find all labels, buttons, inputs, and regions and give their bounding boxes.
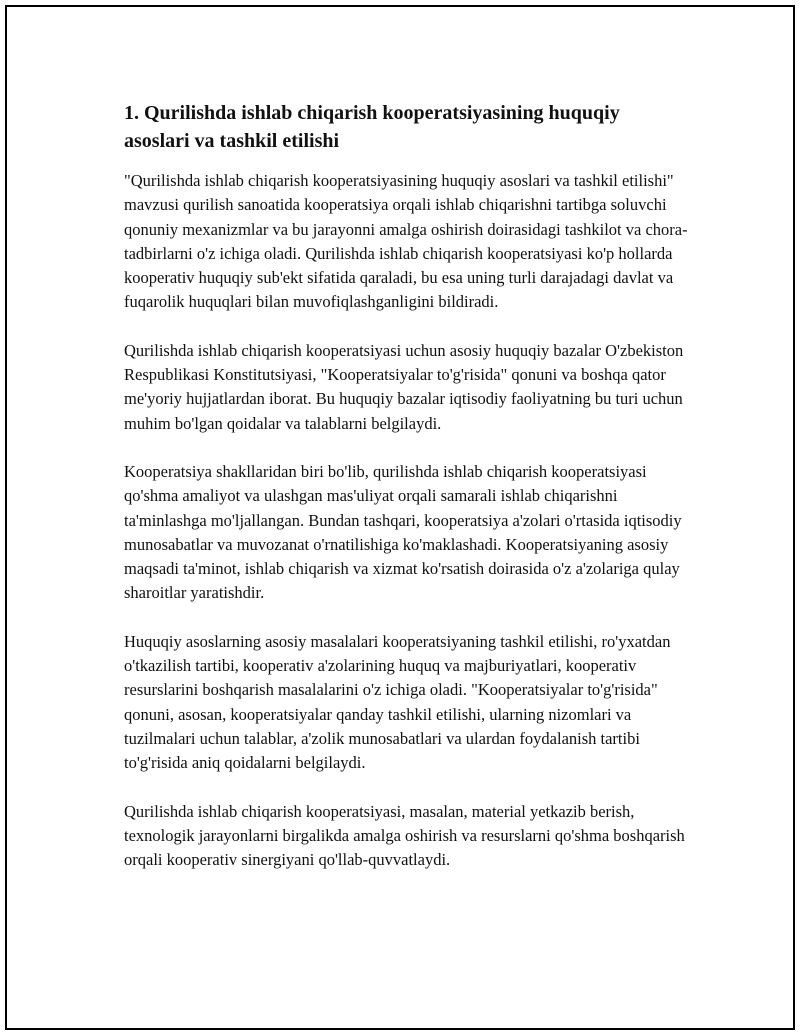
document-content bbox=[124, 99, 689, 872]
page-frame bbox=[5, 5, 795, 1030]
paragraph-5: Qurilishda ishlab chiqarish kooperatsiyasi, masalan, material yetkazib berish, texnologik jarayonlarni birgalikda amalga oshirish va resurslarni qo'shma boshqarish orqali kooperativ sinergiyani qo'llab-quvvatlaydi. bbox=[124, 801, 685, 870]
paragraph-3: Kooperatsiya shakllaridan biri bo'lib, qurilishda ishlab chiqarish kooperatsiyasi qo'shma amaliyot va ulashgan mas'uliyat orqali samarali ishlab chiqarishni ta'minlashga mo'ljallangan. Bundan tashqari, kooperatsiya a'zolari o'rtasida iqtisodiy munosabatlar va muvozanat o'rnatilishiga ko'maklashadi. Kooperatsiyaning asosiy maqsadi ta'minot, ishlab chiqarish va xizmat ko'rsatish doirasida o'z a'zolariga qulay sharoitlar yaratishdir. bbox=[124, 461, 682, 603]
section-heading: 1. Qurilishda ishlab chiqarish kooperatsiyasining huquqiy asoslari va tashkil etilishi bbox=[124, 102, 620, 152]
paragraph-4: Huquqiy asoslarning asosiy masalalari kooperatsiyaning tashkil etilishi, ro'yxatdan o'tkazilish tartibi, kooperativ a'zolarining huquq va majburiyatlari, kooperativ resurslarini boshqarish masalalarini o'z ichiga oladi. "Kooperatsiyalar to'g'risida" qonuni, asosan, kooperatsiyalar qanday tashkil etilishi, ularning nizomlari va tuzilmalari uchun talablar, a'zolik munosabatlari va ulardan foydalanish tartibi to'g'risida aniq qoidalarni belgilaydi. bbox=[124, 631, 671, 773]
paragraph-1: "Qurilishda ishlab chiqarish kooperatsiyasining huquqiy asoslari va tashkil etilishi" mavzusi qurilish sanoatida kooperatsiya orqali ishlab chiqarishni tartibga soluvchi qonuniy mexanizmlar va bu jarayonni amalga oshirish doirasidagi tashkilot va chora-tadbirlarni o'z ichiga oladi. Qurilishda ishlab chiqarish kooperatsiyasi ko'p hollarda kooperativ huquqiy sub'ekt sifatida qaraladi, bu esa uning turli darajadagi davlat va fuqarolik huquqlari bilan muvofiqlashganligini bildiradi. bbox=[124, 171, 688, 312]
paragraph-2: Qurilishda ishlab chiqarish kooperatsiyasi uchun asosiy huquqiy bazalar O'zbekiston Respublikasi Konstitutsiyasi, "Kooperatsiyalar to'g'risida" qonuni va boshqa qator me'yoriy hujjatlardan iborat. Bu huquqiy bazalar iqtisodiy faoliyatning bu turi uchun muhim bo'lgan qoidalar va talablarni belgilaydi. bbox=[124, 340, 684, 433]
